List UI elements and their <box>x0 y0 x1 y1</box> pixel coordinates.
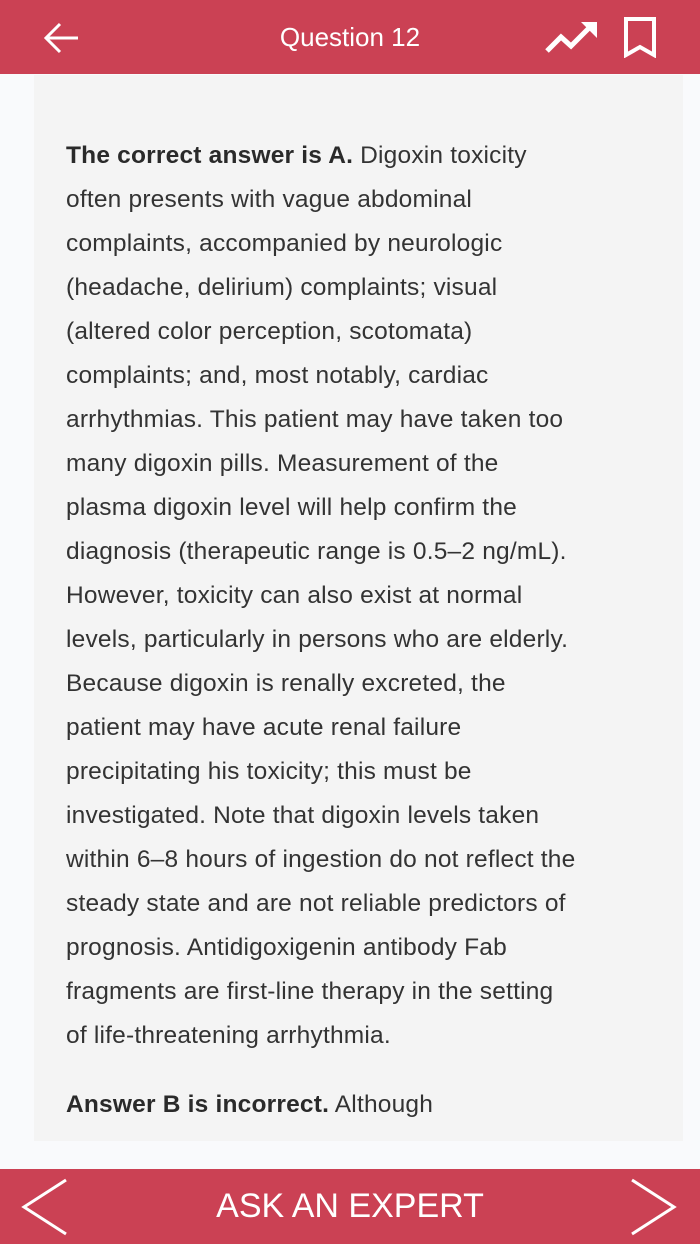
answer-lead: The correct answer is A. <box>66 142 354 169</box>
page-title: Question 12 <box>279 22 421 52</box>
text-line: levels, particularly in persons who are elderly. <box>66 626 569 653</box>
text-line: plasma digoxin level will help confirm the <box>66 494 517 521</box>
bottom-bar <box>0 1169 700 1244</box>
text-line: complaints; and, most notably, cardiac <box>66 362 489 389</box>
ask-expert-button[interactable]: ASK AN EXPERT <box>216 1187 484 1225</box>
text-line: precipitating his toxicity; this must be <box>66 758 472 785</box>
explanation-paragraph-a <box>66 134 575 1058</box>
text-line: diagnosis (therapeutic range is 0.5–2 ng/mL). <box>66 538 567 565</box>
text-line: (headache, delirium) complaints; visual <box>66 274 498 301</box>
text-line: Because digoxin is renally excreted, the <box>66 670 506 697</box>
text-line: steady state and are not reliable predictors of <box>66 890 566 917</box>
text-line: of life-threatening arrhythmia. <box>66 1022 391 1049</box>
text-line: many digoxin pills. Measurement of the <box>66 450 499 477</box>
text-line: arrhythmias. This patient may have taken too <box>66 406 564 433</box>
answer-lead: Answer B is incorrect. <box>66 1091 330 1118</box>
next-chevron-icon[interactable] <box>628 1177 678 1237</box>
text-line: (altered color perception, scotomata) <box>66 318 473 345</box>
text-line: prognosis. Antidigoxigenin antibody Fab <box>66 934 507 961</box>
explanation-paragraph-b <box>66 1083 433 1127</box>
top-bar <box>0 0 700 74</box>
text-line: complaints, accompanied by neurologic <box>66 230 503 257</box>
explanation-card <box>34 75 683 1141</box>
text-line: often presents with vague abdominal <box>66 186 473 213</box>
text-line: patient may have acute renal failure <box>66 714 462 741</box>
text-line: Digoxin toxicity <box>353 142 527 169</box>
trending-up-icon[interactable] <box>545 20 599 54</box>
text-line: Although <box>329 1091 434 1118</box>
text-line: fragments are first-line therapy in the setting <box>66 978 554 1005</box>
previous-chevron-icon[interactable] <box>20 1177 70 1237</box>
bookmark-icon[interactable] <box>622 16 658 58</box>
text-line: within 6–8 hours of ingestion do not reflect the <box>66 846 576 873</box>
text-line: investigated. Note that digoxin levels taken <box>66 802 540 829</box>
text-line: However, toxicity can also exist at normal <box>66 582 523 609</box>
